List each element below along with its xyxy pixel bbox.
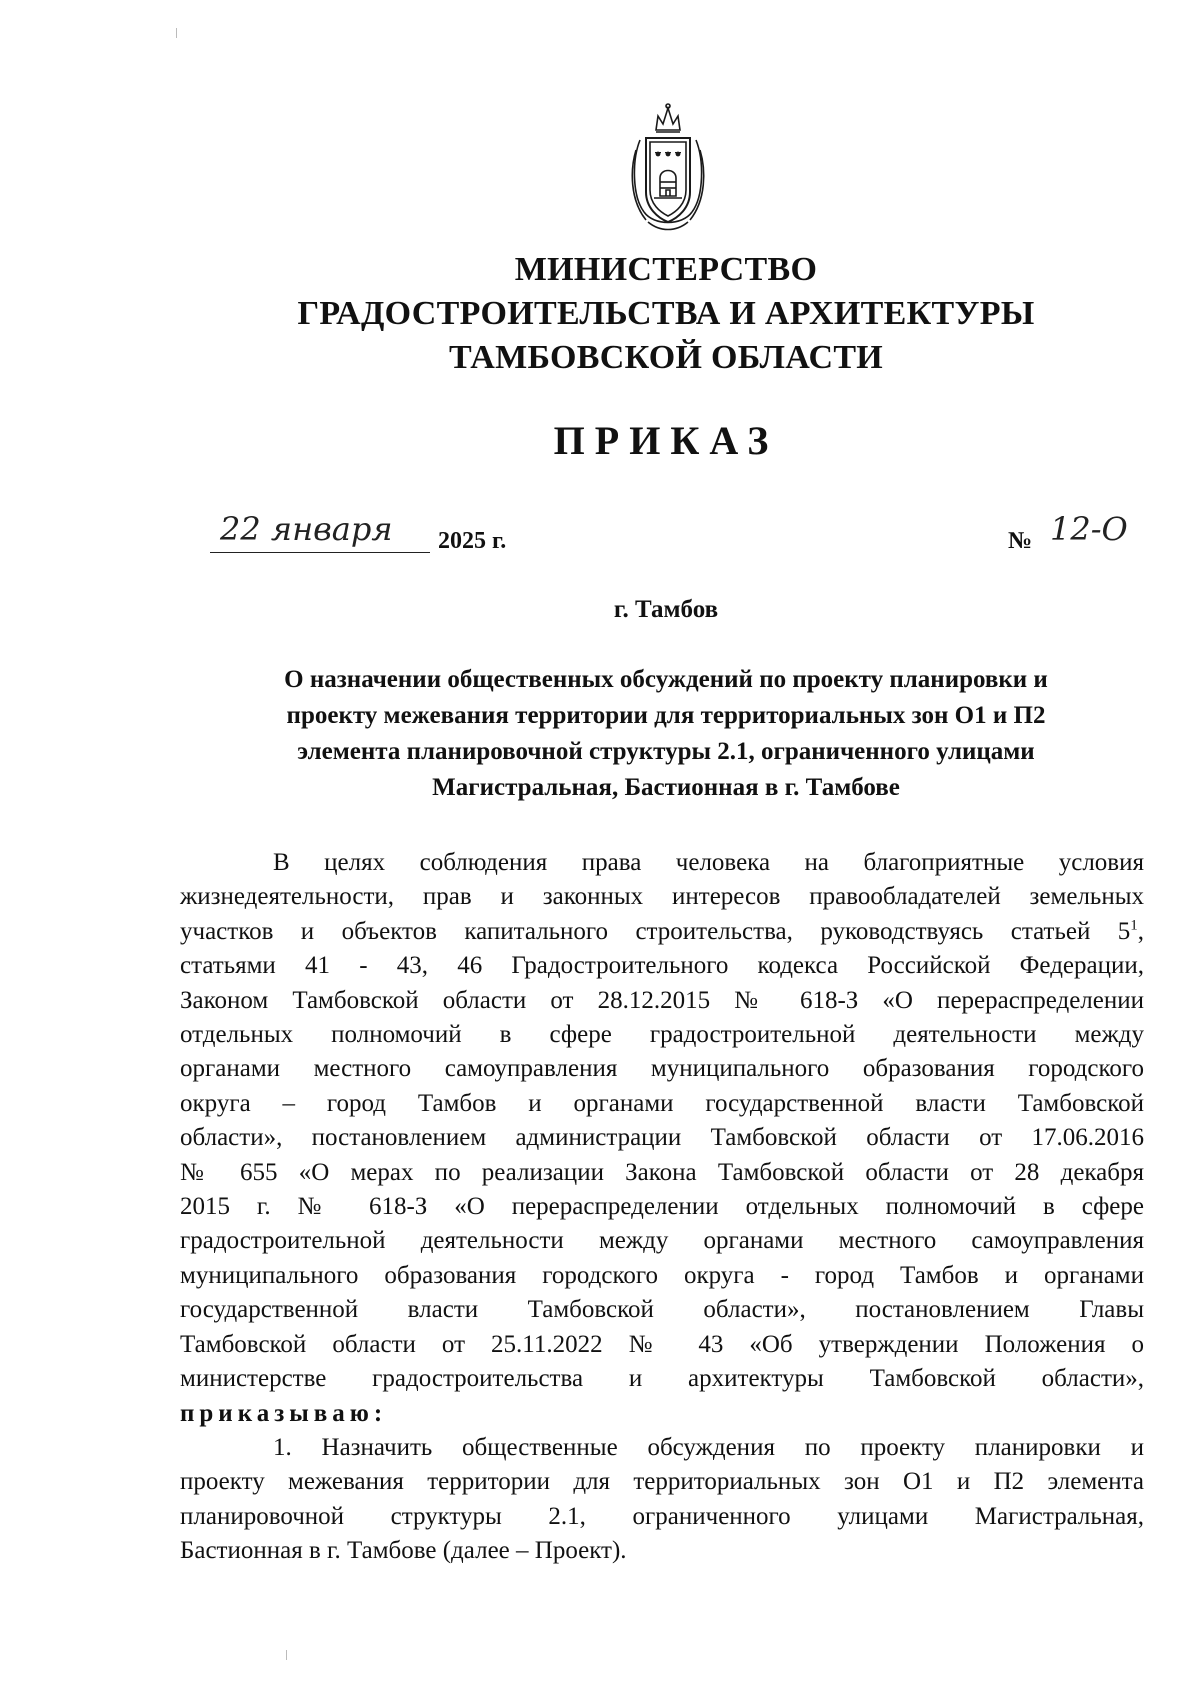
article-superscript: 1	[1130, 917, 1138, 934]
item-1-line: планировочной структуры 2.1, ограниченного улицами Магистральная,	[180, 1502, 1144, 1530]
body-line: отдельных полномочий в сфере градостроительной деятельности между	[180, 1021, 1144, 1049]
order-subject	[180, 662, 1152, 806]
body-line: 2015 г. № 618-З «О перераспределении отдельных полномочий в сфере	[180, 1193, 1144, 1221]
body-line: муниципального образования городского округа - город Тамбов и органами	[180, 1261, 1144, 1289]
scan-mark-bottom	[286, 1650, 287, 1660]
number-sign: №	[1008, 528, 1033, 554]
date-year: 2025 г.	[438, 528, 507, 554]
subject-line: О назначении общественных обсуждений по проекту планировки и	[284, 666, 1048, 693]
body-line-comma: ,	[1137, 917, 1144, 945]
subject-line: проекту межевания территории для территориальных зон О1 и П2	[286, 702, 1046, 729]
body-line: министерстве градостроительства и архитектуры Тамбовской области»,	[180, 1365, 1144, 1393]
body-line: № 655 «О мерах по реализации Закона Тамбовской области от 28 декабря	[180, 1158, 1144, 1186]
ministry-title	[0, 248, 1200, 380]
item-1-line: 1. Назначить общественные обсуждения по проекту планировки и	[273, 1433, 1144, 1461]
ministry-line-2: ГРАДОСТРОИТЕЛЬСТВА И АРХИТЕКТУРЫ	[297, 295, 1035, 332]
ordering-word: приказываю:	[180, 1399, 388, 1427]
body-line: статьями 41 - 43, 46 Градостроительного кодекса Российской Федерации,	[180, 952, 1144, 980]
item-1-line: проекту межевания территории для территориальных зон О1 и П2 элемента	[180, 1468, 1144, 1496]
order-body	[180, 846, 1144, 1569]
subject-line: элемента планировочной структуры 2.1, ограниченного улицами	[297, 738, 1035, 765]
document-date	[210, 510, 560, 560]
ministry-line-1: МИНИСТЕРСТВО	[514, 251, 818, 288]
document-number	[1008, 510, 1168, 560]
city-line: г. Тамбов	[613, 596, 719, 623]
body-line: градостроительной деятельности между органами местного самоуправления	[180, 1227, 1144, 1255]
date-underline	[210, 552, 430, 553]
body-line: государственной власти Тамбовской области», постановлением Главы	[180, 1296, 1144, 1324]
body-line: жизнедеятельности, прав и законных интересов правообладателей земельных	[180, 883, 1144, 911]
handwritten-date: 22 января	[220, 510, 393, 548]
body-line-text: участков и объектов капитального строительства, руководствуясь статьей 5	[180, 917, 1131, 945]
body-line-with-superscript	[180, 915, 1144, 949]
scan-mark-top	[176, 28, 177, 38]
body-line: органами местного самоуправления муниципального образования городского	[180, 1055, 1144, 1083]
handwritten-number: 12-О	[1050, 510, 1128, 548]
body-line: Законом Тамбовской области от 28.12.2015 № 618-З «О перераспределении	[180, 986, 1144, 1014]
document-type-title: ПРИКАЗ	[553, 418, 779, 463]
subject-line: Магистральная, Бастионная в г. Тамбове	[432, 774, 900, 801]
ministry-line-3: ТАМБОВСКОЙ ОБЛАСТИ	[448, 339, 884, 376]
body-line: области», постановлением администрации Тамбовской области от 17.06.2016	[180, 1124, 1144, 1152]
coat-of-arms-emblem	[626, 100, 710, 240]
body-line: округа – город Тамбов и органами государственной власти Тамбовской	[180, 1089, 1144, 1117]
body-line: Тамбовской области от 25.11.2022 № 43 «Об утверждении Положения о	[180, 1330, 1144, 1358]
body-line: В целях соблюдения права человека на благоприятные условия	[273, 849, 1144, 876]
item-1-line: Бастионная в г. Тамбове (далее – Проект).	[180, 1537, 627, 1565]
